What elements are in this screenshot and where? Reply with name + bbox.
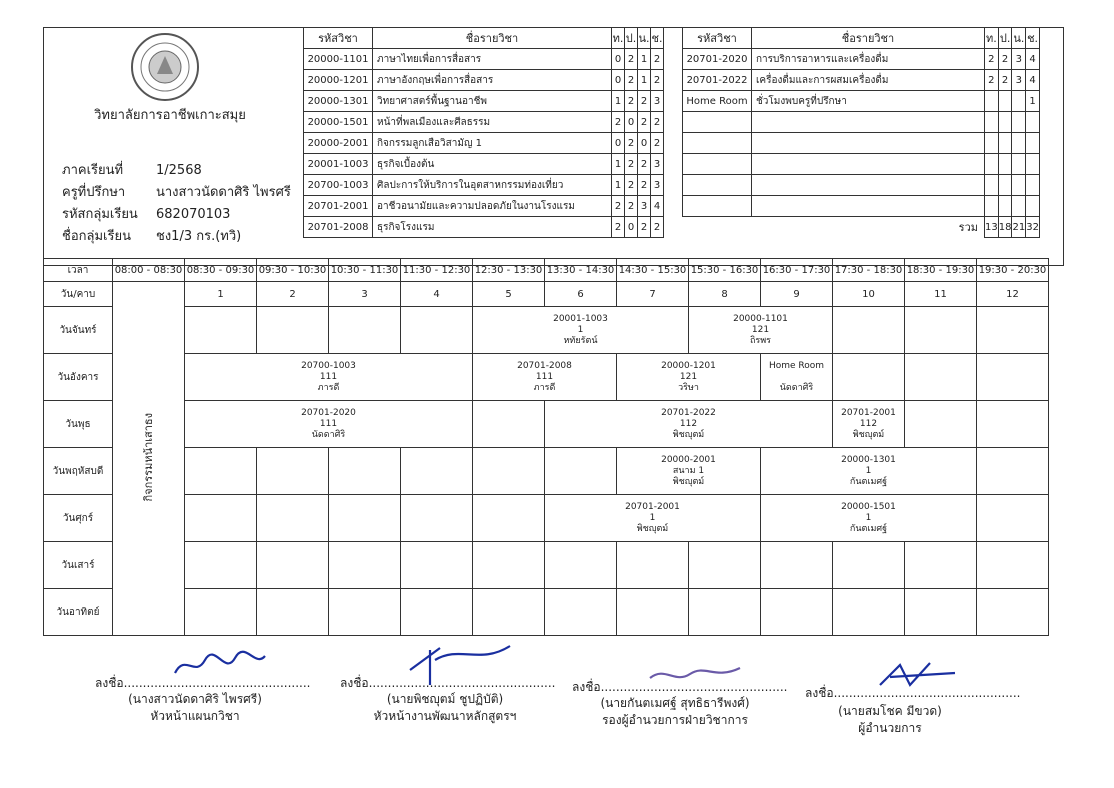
class-teacher: นัดดาศิริ bbox=[779, 382, 814, 393]
time-slot: 10:30 - 11:30 bbox=[329, 259, 401, 282]
class-block bbox=[473, 307, 689, 354]
subject-t: 0 bbox=[612, 49, 625, 70]
day-label: วันพุธ bbox=[44, 401, 113, 448]
subject-c: 4 bbox=[1026, 70, 1040, 91]
subject-p: 2 bbox=[998, 49, 1012, 70]
total-t: 13 bbox=[985, 217, 999, 238]
time-slot: 14:30 - 15:30 bbox=[617, 259, 689, 282]
class-code: 20701-2022 bbox=[661, 407, 716, 418]
signature-line-3: ลงชื่อ................................................. bbox=[572, 680, 788, 694]
col-name-header: ชื่อรายวิชา bbox=[373, 28, 612, 49]
class-room: 121 bbox=[751, 324, 770, 335]
subject-p: 2 bbox=[998, 70, 1012, 91]
subject-t: 1 bbox=[612, 175, 625, 196]
signature-line-4: ลงชื่อ................................................. bbox=[805, 686, 1021, 700]
timetable bbox=[43, 258, 1049, 636]
signature-scribble-2 bbox=[400, 640, 520, 690]
class-teacher: ภารดี bbox=[317, 382, 340, 393]
class-teacher: หทัยรัตน์ bbox=[563, 335, 598, 346]
college-name: วิทยาลัยการอาชีพเกาะสมุย bbox=[94, 108, 246, 123]
signature-line-2: ลงชื่อ................................................. bbox=[340, 676, 556, 690]
subject-n: 3 bbox=[1012, 70, 1026, 91]
subject-row bbox=[304, 70, 664, 91]
class-room: 1 bbox=[577, 324, 584, 335]
subject-name: กิจกรรมลูกเสือวิสามัญ 1 bbox=[373, 133, 612, 154]
subject-row bbox=[304, 175, 664, 196]
class-teacher: วริษา bbox=[678, 382, 699, 393]
subject-n bbox=[1012, 91, 1026, 112]
subject-n: 3 bbox=[1012, 49, 1026, 70]
class-block bbox=[545, 401, 833, 448]
subject-c: 4 bbox=[1026, 49, 1040, 70]
subject-row bbox=[304, 49, 664, 70]
col-n-header: น. bbox=[638, 28, 651, 49]
subject-code: 20000-1201 bbox=[304, 70, 373, 91]
class-teacher: กันตเมศฐ์ bbox=[849, 523, 888, 534]
period-number: 12 bbox=[977, 282, 1049, 307]
subject-code: 20000-1501 bbox=[304, 112, 373, 133]
subject-t bbox=[985, 91, 999, 112]
semester-value: 1/2568 bbox=[156, 163, 202, 178]
subject-name: ชั่วโมงพบครูที่ปรึกษา bbox=[752, 91, 985, 112]
day-row-tuesday bbox=[44, 354, 1049, 401]
subject-c: 2 bbox=[651, 112, 664, 133]
subject-n: 0 bbox=[638, 133, 651, 154]
subject-code: 20000-2001 bbox=[304, 133, 373, 154]
subject-n: 2 bbox=[638, 91, 651, 112]
subject-row bbox=[683, 49, 1040, 70]
subject-t: 2 bbox=[612, 196, 625, 217]
subject-name: ภาษาอังกฤษเพื่อการสื่อสาร bbox=[373, 70, 612, 91]
class-room bbox=[761, 372, 832, 383]
signer-name: (นางสาวนัดดาศิริ ไพรศรี) bbox=[128, 692, 262, 706]
subject-row bbox=[304, 196, 664, 217]
subject-row bbox=[304, 112, 664, 133]
class-block bbox=[689, 307, 833, 354]
period-number: 10 bbox=[833, 282, 905, 307]
signature-scribble-3 bbox=[645, 660, 745, 690]
totals-label: รวม bbox=[958, 221, 978, 235]
col-t-header: ท. bbox=[985, 28, 999, 49]
period-number: 5 bbox=[473, 282, 545, 307]
semester-label: ภาคเรียนที่ bbox=[62, 163, 124, 178]
signature-scribble-1 bbox=[170, 648, 270, 684]
col-n-header: น. bbox=[1012, 28, 1026, 49]
col-c-header: ช. bbox=[651, 28, 664, 49]
class-code: 20001-1003 bbox=[553, 313, 608, 324]
subject-code: Home Room bbox=[683, 91, 752, 112]
group-code-value: 682070103 bbox=[156, 207, 231, 222]
subject-t: 2 bbox=[985, 49, 999, 70]
time-slot: 19:30 - 20:30 bbox=[977, 259, 1049, 282]
class-teacher: พิชญุตม์ bbox=[852, 429, 885, 440]
class-teacher: ภารดี bbox=[533, 382, 556, 393]
class-code: 20000-1201 bbox=[661, 360, 716, 371]
time-slot: 15:30 - 16:30 bbox=[689, 259, 761, 282]
subject-code: 20000-1101 bbox=[304, 49, 373, 70]
subject-n: 3 bbox=[638, 196, 651, 217]
subject-row bbox=[304, 133, 664, 154]
period-number: 7 bbox=[617, 282, 689, 307]
subjects-table-right bbox=[682, 27, 1040, 238]
col-c-header: ช. bbox=[1026, 28, 1040, 49]
total-c: 32 bbox=[1026, 217, 1040, 238]
class-block bbox=[833, 401, 905, 448]
subject-code: 20701-2001 bbox=[304, 196, 373, 217]
class-teacher: กันตเมศฐ์ bbox=[849, 476, 888, 487]
time-slot: 08:30 - 09:30 bbox=[185, 259, 257, 282]
subject-row bbox=[304, 91, 664, 112]
subject-c: 3 bbox=[651, 91, 664, 112]
signature-block-4 bbox=[805, 703, 975, 737]
signature-line-1: ลงชื่อ................................................. bbox=[95, 676, 311, 690]
group-code-label: รหัสกลุ่มเรียน bbox=[62, 207, 138, 222]
class-code: 20701-2001 bbox=[841, 407, 896, 418]
class-block bbox=[617, 448, 761, 495]
class-block bbox=[545, 495, 761, 542]
subject-n: 2 bbox=[638, 217, 651, 238]
class-block bbox=[185, 354, 473, 401]
signer-role: หัวหน้าแผนกวิชา bbox=[150, 709, 240, 723]
advisor-label: ครูที่ปรึกษา bbox=[62, 185, 126, 200]
period-number: 4 bbox=[401, 282, 473, 307]
period-label: วัน/คาบ bbox=[44, 282, 113, 307]
class-code: 20701-2001 bbox=[625, 501, 680, 512]
subject-t: 2 bbox=[612, 112, 625, 133]
subject-name: ธุรกิจโรงแรม bbox=[373, 217, 612, 238]
subject-c: 2 bbox=[651, 70, 664, 91]
subject-p: 2 bbox=[625, 196, 638, 217]
day-row-wednesday bbox=[44, 401, 1049, 448]
col-code-header: รหัสวิชา bbox=[304, 28, 373, 49]
col-name-header: ชื่อรายวิชา bbox=[752, 28, 985, 49]
class-code: 20000-1101 bbox=[733, 313, 788, 324]
subject-row bbox=[304, 154, 664, 175]
time-slot: 16:30 - 17:30 bbox=[761, 259, 833, 282]
signature-block-1 bbox=[100, 691, 290, 725]
class-room: 111 bbox=[319, 418, 338, 429]
day-label: วันจันทร์ bbox=[44, 307, 113, 354]
subject-c: 2 bbox=[651, 49, 664, 70]
signer-name: (นายสมโชค มีขวด) bbox=[838, 704, 942, 718]
advisor-value: นางสาวนัดดาศิริ ไพรศรี bbox=[156, 185, 291, 200]
class-block bbox=[761, 495, 977, 542]
subject-c: 4 bbox=[651, 196, 664, 217]
subject-name: ธุรกิจเบื้องต้น bbox=[373, 154, 612, 175]
col-t-header: ท. bbox=[612, 28, 625, 49]
signature-label: ลงชื่อ bbox=[572, 680, 601, 694]
time-slot: 12:30 - 13:30 bbox=[473, 259, 545, 282]
subject-code: 20701-2020 bbox=[683, 49, 752, 70]
subject-row bbox=[683, 91, 1040, 112]
day-label: วันอังคาร bbox=[44, 354, 113, 401]
empty-row bbox=[683, 133, 1040, 154]
class-room: 111 bbox=[535, 371, 554, 382]
total-p: 18 bbox=[998, 217, 1012, 238]
signer-role: ผู้อำนวยการ bbox=[858, 721, 922, 735]
subject-t: 0 bbox=[612, 133, 625, 154]
class-code: 20000-2001 bbox=[661, 454, 716, 465]
subject-n: 2 bbox=[638, 112, 651, 133]
period-number: 8 bbox=[689, 282, 761, 307]
day-label: วันศุกร์ bbox=[44, 495, 113, 542]
time-slot: 13:30 - 14:30 bbox=[545, 259, 617, 282]
class-room: 111 bbox=[319, 371, 338, 382]
class-block bbox=[473, 354, 617, 401]
subject-name: ภาษาไทยเพื่อการสื่อสาร bbox=[373, 49, 612, 70]
class-room: 121 bbox=[679, 371, 698, 382]
day-row-sunday bbox=[44, 589, 1049, 636]
day-row-monday bbox=[44, 307, 1049, 354]
day-label: วันพฤหัสบดี bbox=[44, 448, 113, 495]
subject-t: 0 bbox=[612, 70, 625, 91]
signature-label: ลงชื่อ bbox=[805, 686, 834, 700]
subject-p: 2 bbox=[625, 49, 638, 70]
period-number: 2 bbox=[257, 282, 329, 307]
class-block bbox=[617, 354, 761, 401]
col-p-header: ป. bbox=[998, 28, 1012, 49]
morning-activity-cell bbox=[113, 282, 185, 636]
period-number: 6 bbox=[545, 282, 617, 307]
time-slot: 17:30 - 18:30 bbox=[833, 259, 905, 282]
class-room: 112 bbox=[859, 418, 878, 429]
subject-n: 2 bbox=[638, 154, 651, 175]
subject-p: 2 bbox=[625, 175, 638, 196]
day-row-thursday bbox=[44, 448, 1049, 495]
signer-name: (นายพิชญุตม์ ชูปฏิบัติ) bbox=[386, 692, 504, 706]
subject-name: ศิลปะการให้บริการในอุตสาหกรรมท่องเที่ยว bbox=[373, 175, 612, 196]
subject-n: 1 bbox=[638, 49, 651, 70]
class-code: 20701-2020 bbox=[301, 407, 356, 418]
empty-row bbox=[683, 175, 1040, 196]
class-block bbox=[185, 401, 473, 448]
subject-t: 2 bbox=[612, 217, 625, 238]
class-code: 20000-1501 bbox=[841, 501, 896, 512]
subject-code: 20000-1301 bbox=[304, 91, 373, 112]
period-number: 9 bbox=[761, 282, 833, 307]
day-row-friday bbox=[44, 495, 1049, 542]
period-number: 3 bbox=[329, 282, 401, 307]
header-info bbox=[62, 160, 291, 248]
subject-n: 2 bbox=[638, 175, 651, 196]
class-room: สนาม 1 bbox=[672, 465, 705, 476]
signature-label: ลงชื่อ bbox=[95, 676, 124, 690]
signature-label: ลงชื่อ bbox=[340, 676, 369, 690]
class-block bbox=[761, 354, 833, 401]
empty-row bbox=[683, 154, 1040, 175]
class-room: 1 bbox=[865, 465, 872, 476]
class-teacher: พิชญุตม์ bbox=[636, 523, 669, 534]
subject-row bbox=[683, 70, 1040, 91]
subject-p: 2 bbox=[625, 154, 638, 175]
subject-row bbox=[304, 217, 664, 238]
subject-t: 1 bbox=[612, 154, 625, 175]
period-number: 11 bbox=[905, 282, 977, 307]
subject-name: วิทยาศาสตร์พื้นฐานอาชีพ bbox=[373, 91, 612, 112]
signer-name: (นายกันตเมศฐ์ สุทธิธารีพงศ์) bbox=[600, 696, 750, 710]
morning-activity: กิจกรรมหน้าเสาธง bbox=[141, 412, 155, 502]
class-room: 112 bbox=[679, 418, 698, 429]
class-block bbox=[761, 448, 977, 495]
class-code: Home Room bbox=[768, 360, 825, 371]
signer-role: หัวหน้างานพัฒนาหลักสูตรฯ bbox=[373, 709, 517, 723]
subject-code: 20001-1003 bbox=[304, 154, 373, 175]
class-teacher: พิชญุตม์ bbox=[672, 476, 705, 487]
time-slot: 08:00 - 08:30 bbox=[113, 259, 185, 282]
day-label: วันเสาร์ bbox=[44, 542, 113, 589]
class-teacher: นัดดาศิริ bbox=[311, 429, 346, 440]
time-label: เวลา bbox=[44, 259, 113, 282]
signature-block-3 bbox=[575, 695, 775, 729]
subject-name: การบริการอาหารและเครื่องดื่ม bbox=[752, 49, 985, 70]
subject-code: 20701-2008 bbox=[304, 217, 373, 238]
subjects-table-left bbox=[303, 27, 664, 238]
class-room: 1 bbox=[865, 512, 872, 523]
class-room: 1 bbox=[649, 512, 656, 523]
class-code: 20000-1301 bbox=[841, 454, 896, 465]
empty-row bbox=[683, 196, 1040, 217]
class-code: 20700-1003 bbox=[301, 360, 356, 371]
subject-n: 1 bbox=[638, 70, 651, 91]
time-slot: 09:30 - 10:30 bbox=[257, 259, 329, 282]
empty-row bbox=[683, 112, 1040, 133]
subject-name: เครื่องดื่มและการผสมเครื่องดื่ม bbox=[752, 70, 985, 91]
day-label: วันอาทิตย์ bbox=[44, 589, 113, 636]
subject-t: 2 bbox=[985, 70, 999, 91]
class-teacher: พิชญุตม์ bbox=[672, 429, 705, 440]
subject-p: 2 bbox=[625, 70, 638, 91]
college-seal-icon bbox=[130, 32, 200, 102]
subject-name: หน้าที่พลเมืองและศีลธรรม bbox=[373, 112, 612, 133]
subject-c: 2 bbox=[651, 133, 664, 154]
totals-row bbox=[683, 217, 1040, 238]
subject-c: 3 bbox=[651, 175, 664, 196]
signature-scribble-4 bbox=[870, 655, 960, 695]
subject-name: อาชีวอนามัยและความปลอดภัยในงานโรงแรม bbox=[373, 196, 612, 217]
col-p-header: ป. bbox=[625, 28, 638, 49]
class-code: 20701-2008 bbox=[517, 360, 572, 371]
subject-p: 2 bbox=[625, 133, 638, 154]
col-code-header: รหัสวิชา bbox=[683, 28, 752, 49]
subject-c: 3 bbox=[651, 154, 664, 175]
signer-role: รองผู้อำนวยการฝ่ายวิชาการ bbox=[602, 713, 748, 727]
subject-t: 1 bbox=[612, 91, 625, 112]
time-slot: 18:30 - 19:30 bbox=[905, 259, 977, 282]
subject-p: 2 bbox=[625, 91, 638, 112]
day-row-saturday bbox=[44, 542, 1049, 589]
total-n: 21 bbox=[1012, 217, 1026, 238]
subject-code: 20701-2022 bbox=[683, 70, 752, 91]
time-slot: 11:30 - 12:30 bbox=[401, 259, 473, 282]
group-name-label: ชื่อกลุ่มเรียน bbox=[62, 229, 131, 244]
subject-p: 0 bbox=[625, 112, 638, 133]
subject-c: 2 bbox=[651, 217, 664, 238]
subject-p bbox=[998, 91, 1012, 112]
signature-block-2 bbox=[345, 691, 545, 725]
group-name-value: ชง1/3 กร.(ทวิ) bbox=[156, 229, 242, 244]
subject-c: 1 bbox=[1026, 91, 1040, 112]
subject-code: 20700-1003 bbox=[304, 175, 373, 196]
period-number: 1 bbox=[185, 282, 257, 307]
subject-p: 0 bbox=[625, 217, 638, 238]
class-teacher: ถิรพร bbox=[749, 335, 772, 346]
